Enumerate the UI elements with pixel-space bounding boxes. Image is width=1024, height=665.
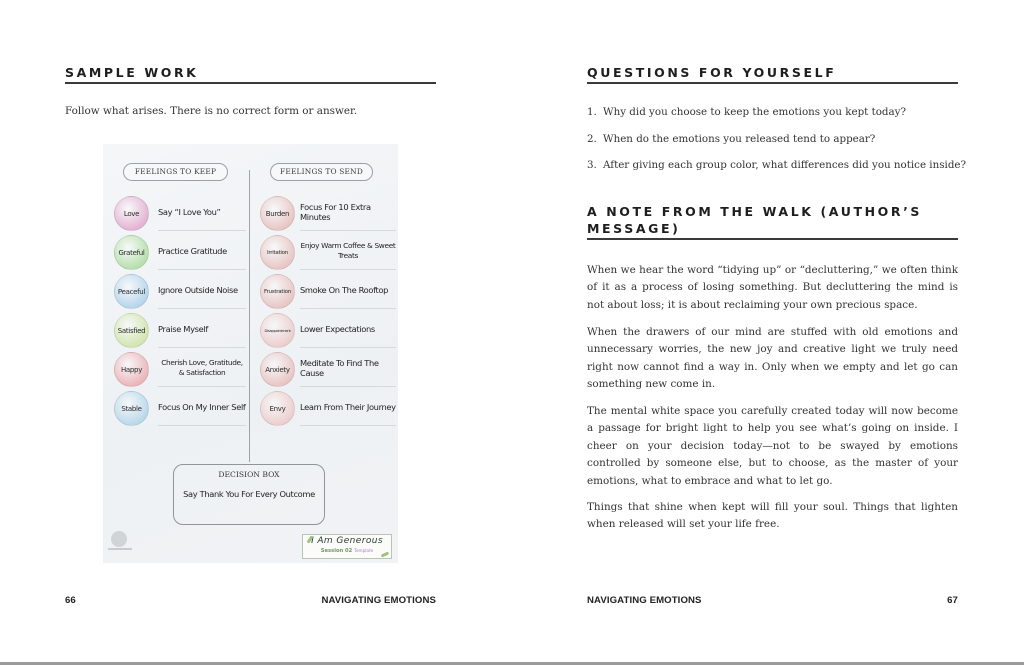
send-row [260, 391, 396, 427]
action-label: Enjoy Warm Coffee & Sweet Treats [300, 235, 396, 270]
title-rule [65, 82, 436, 84]
note-paragraph: Things that shine when kept will fill your soul. Things that lighten when released will set your life free. [587, 501, 958, 531]
send-row [260, 352, 396, 388]
emotion-circle: Satisfied [114, 313, 149, 348]
emotion-circle: Burden [260, 196, 295, 231]
title-rule [587, 238, 958, 240]
worksheet-logo-icon [111, 531, 127, 547]
action-label: Say “I Love You” [158, 196, 246, 231]
feelings-to-send-header: FEELINGS TO SEND [270, 163, 373, 181]
keep-row [114, 235, 246, 271]
emotion-circle: Happy [114, 352, 149, 387]
author-note-title: A NOTE FROM THE WALK (AUTHOR’S MESSAGE) [587, 204, 923, 236]
questions-title: QUESTIONS FOR YOURSELF [587, 65, 837, 80]
worksheet-divider [249, 170, 250, 462]
send-row [260, 313, 396, 349]
emotion-circle: Irritation [260, 235, 295, 270]
decision-box-text: Say Thank You For Every Outcome [183, 489, 315, 499]
emotion-circle: Grateful [114, 235, 149, 270]
emotion-circle: Peaceful [114, 274, 149, 309]
decision-box [173, 464, 325, 525]
running-title-left: NAVIGATING EMOTIONS [321, 595, 436, 606]
intro-text: Follow what arises. There is no correct form or answer. [65, 105, 358, 117]
action-label: Meditate To Find The Cause [300, 352, 396, 387]
sample-work-title: SAMPLE WORK [65, 65, 199, 80]
worksheet-logo-caption [108, 548, 132, 550]
emotion-circle: Anxiety [260, 352, 295, 387]
decision-box-title: DECISION BOX [218, 470, 280, 479]
running-title-right: NAVIGATING EMOTIONS [587, 595, 702, 606]
action-label: Cherish Love, Gratitude, & Satisfaction [158, 352, 246, 387]
question-item [587, 104, 967, 131]
note-paragraph: The mental white space you carefully created today will now become a passage for bright light to help you see what’s going on inside. I cheer on your decision today—not to be swayed by emotions controlled by someone else, but to choose, as the master of your emotions, what to embrace and what to let go. [587, 405, 958, 487]
note-paragraph: When the drawers of our mind are stuffed with old emotions and unnecessary worries, the new joy and creative light we truly need right now cannot find a way in. Only when we empty and let go can something new come in. [587, 326, 958, 391]
question-text: Why did you choose to keep the emotions you kept today? [603, 106, 906, 118]
action-label: Practice Gratitude [158, 235, 246, 270]
title-rule [587, 82, 958, 84]
emotion-circle: Disappointment [260, 313, 295, 348]
question-text: After giving each group color, what differences did you notice inside? [603, 159, 967, 172]
emotion-circle: Love [114, 196, 149, 231]
badge-tag: Template [354, 548, 374, 553]
question-number: 1. [587, 106, 597, 118]
question-text: When do the emotions you released tend to appear? [603, 132, 876, 145]
action-label: Learn From Their Journey [300, 391, 396, 426]
question-number: 2. [587, 132, 597, 145]
note-paragraph: When we hear the word “tidying up” or “decluttering,” we often think of it as a process of losing something. But decluttering the mind is not about loss; it is about reclaiming your own precious space. [587, 264, 958, 311]
emotion-circle: Stable [114, 391, 149, 426]
question-item [587, 157, 967, 184]
send-row [260, 274, 396, 310]
sample-worksheet-image [103, 144, 398, 563]
action-label: Smoke On The Rooftop [300, 274, 396, 309]
feelings-to-keep-header: FEELINGS TO KEEP [123, 163, 228, 181]
keep-row [114, 313, 246, 349]
send-row [260, 196, 396, 232]
emotion-circle: Frustration [260, 274, 295, 309]
action-label: Focus On My Inner Self [158, 391, 246, 426]
action-label: Praise Myself [158, 313, 246, 348]
action-label: Focus For 10 Extra Minutes [300, 196, 396, 231]
keep-row [114, 391, 246, 427]
badge-session [303, 547, 391, 555]
send-row [260, 235, 396, 271]
keep-row [114, 352, 246, 388]
question-number: 3. [587, 159, 597, 172]
badge-session-label: Session 02 [320, 548, 353, 554]
keep-row [114, 196, 246, 232]
right-page [512, 0, 1024, 662]
page-number-right: 67 [947, 595, 958, 606]
page-number-left: 66 [65, 595, 76, 606]
questions-list [587, 104, 967, 184]
badge-title: I Am Generous [311, 536, 383, 546]
action-label: Lower Expectations [300, 313, 396, 348]
left-page [0, 0, 512, 662]
action-label: Ignore Outside Noise [158, 274, 246, 309]
question-item [587, 131, 967, 158]
session-badge [302, 534, 392, 559]
emotion-circle: Envy [260, 391, 295, 426]
keep-row [114, 274, 246, 310]
